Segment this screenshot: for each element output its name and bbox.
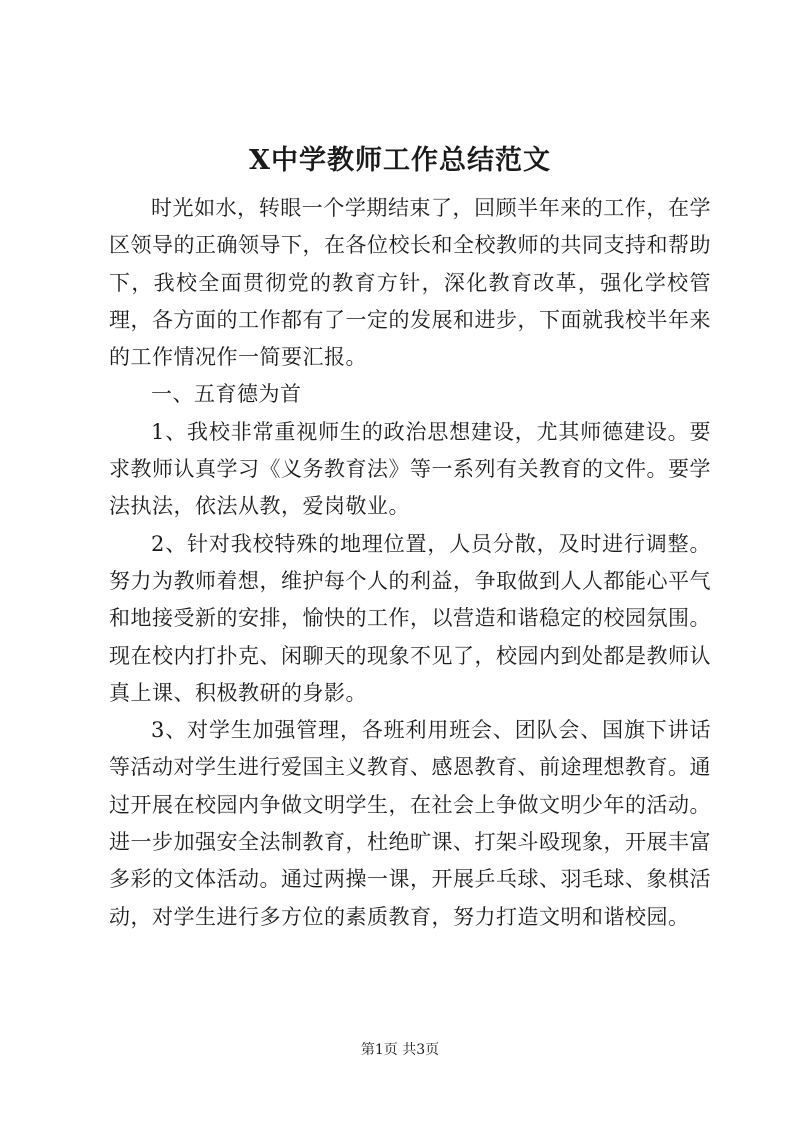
section-heading: 一、五育德为首 <box>151 382 302 407</box>
paragraph-item-1: 1、我校非常重视师生的政治思想建设，尤其师德建设。要求教师认真学习《义务教育法》等一系列有关教育的文件。要学法执法，依法从教，爱岗敬业。 <box>109 419 711 519</box>
page-title: X中学教师工作总结范文 <box>249 145 551 176</box>
paragraph-item-2: 2、针对我校特殊的地理位置，人员分散，及时进行调整。努力为教师着想，维护每个人的利益，争取做到人人都能心平气和地接受新的安排，愉快的工作，以营造和谐稳定的校园氛围。现在校内打扑克、闲聊天的现象不见了，校园内到处都是教师认真上课、积极教研的身影。 <box>109 531 711 705</box>
paragraph-intro: 时光如水，转眼一个学期结束了，回顾半年来的工作，在学区领导的正确领导下，在各位校长和全校教师的共同支持和帮助下，我校全面贯彻党的教育方针，深化教育改革，强化学校管理，各方面的工作都有了一定的发展和进步，下面就我校半年来的工作情况作一简要汇报。 <box>109 196 711 370</box>
page-footer: 第1页 共3页 <box>360 1042 440 1058</box>
paragraph-item-3: 3、对学生加强管理，各班利用班会、团队会、国旗下讲话等活动对学生进行爱国主义教育、感恩教育、前途理想教育。通过开展在校园内争做文明学生，在社会上争做文明少年的活动。进一步加强安全法制教育，杜绝旷课、打架斗殴现象，开展丰富多彩的文体活动。通过两操一课，开展乒乓球、羽毛球、象棋活动，对学生进行多方位的素质教育，努力打造文明和谐校园。 <box>109 718 711 929</box>
document-body <box>109 190 711 936</box>
